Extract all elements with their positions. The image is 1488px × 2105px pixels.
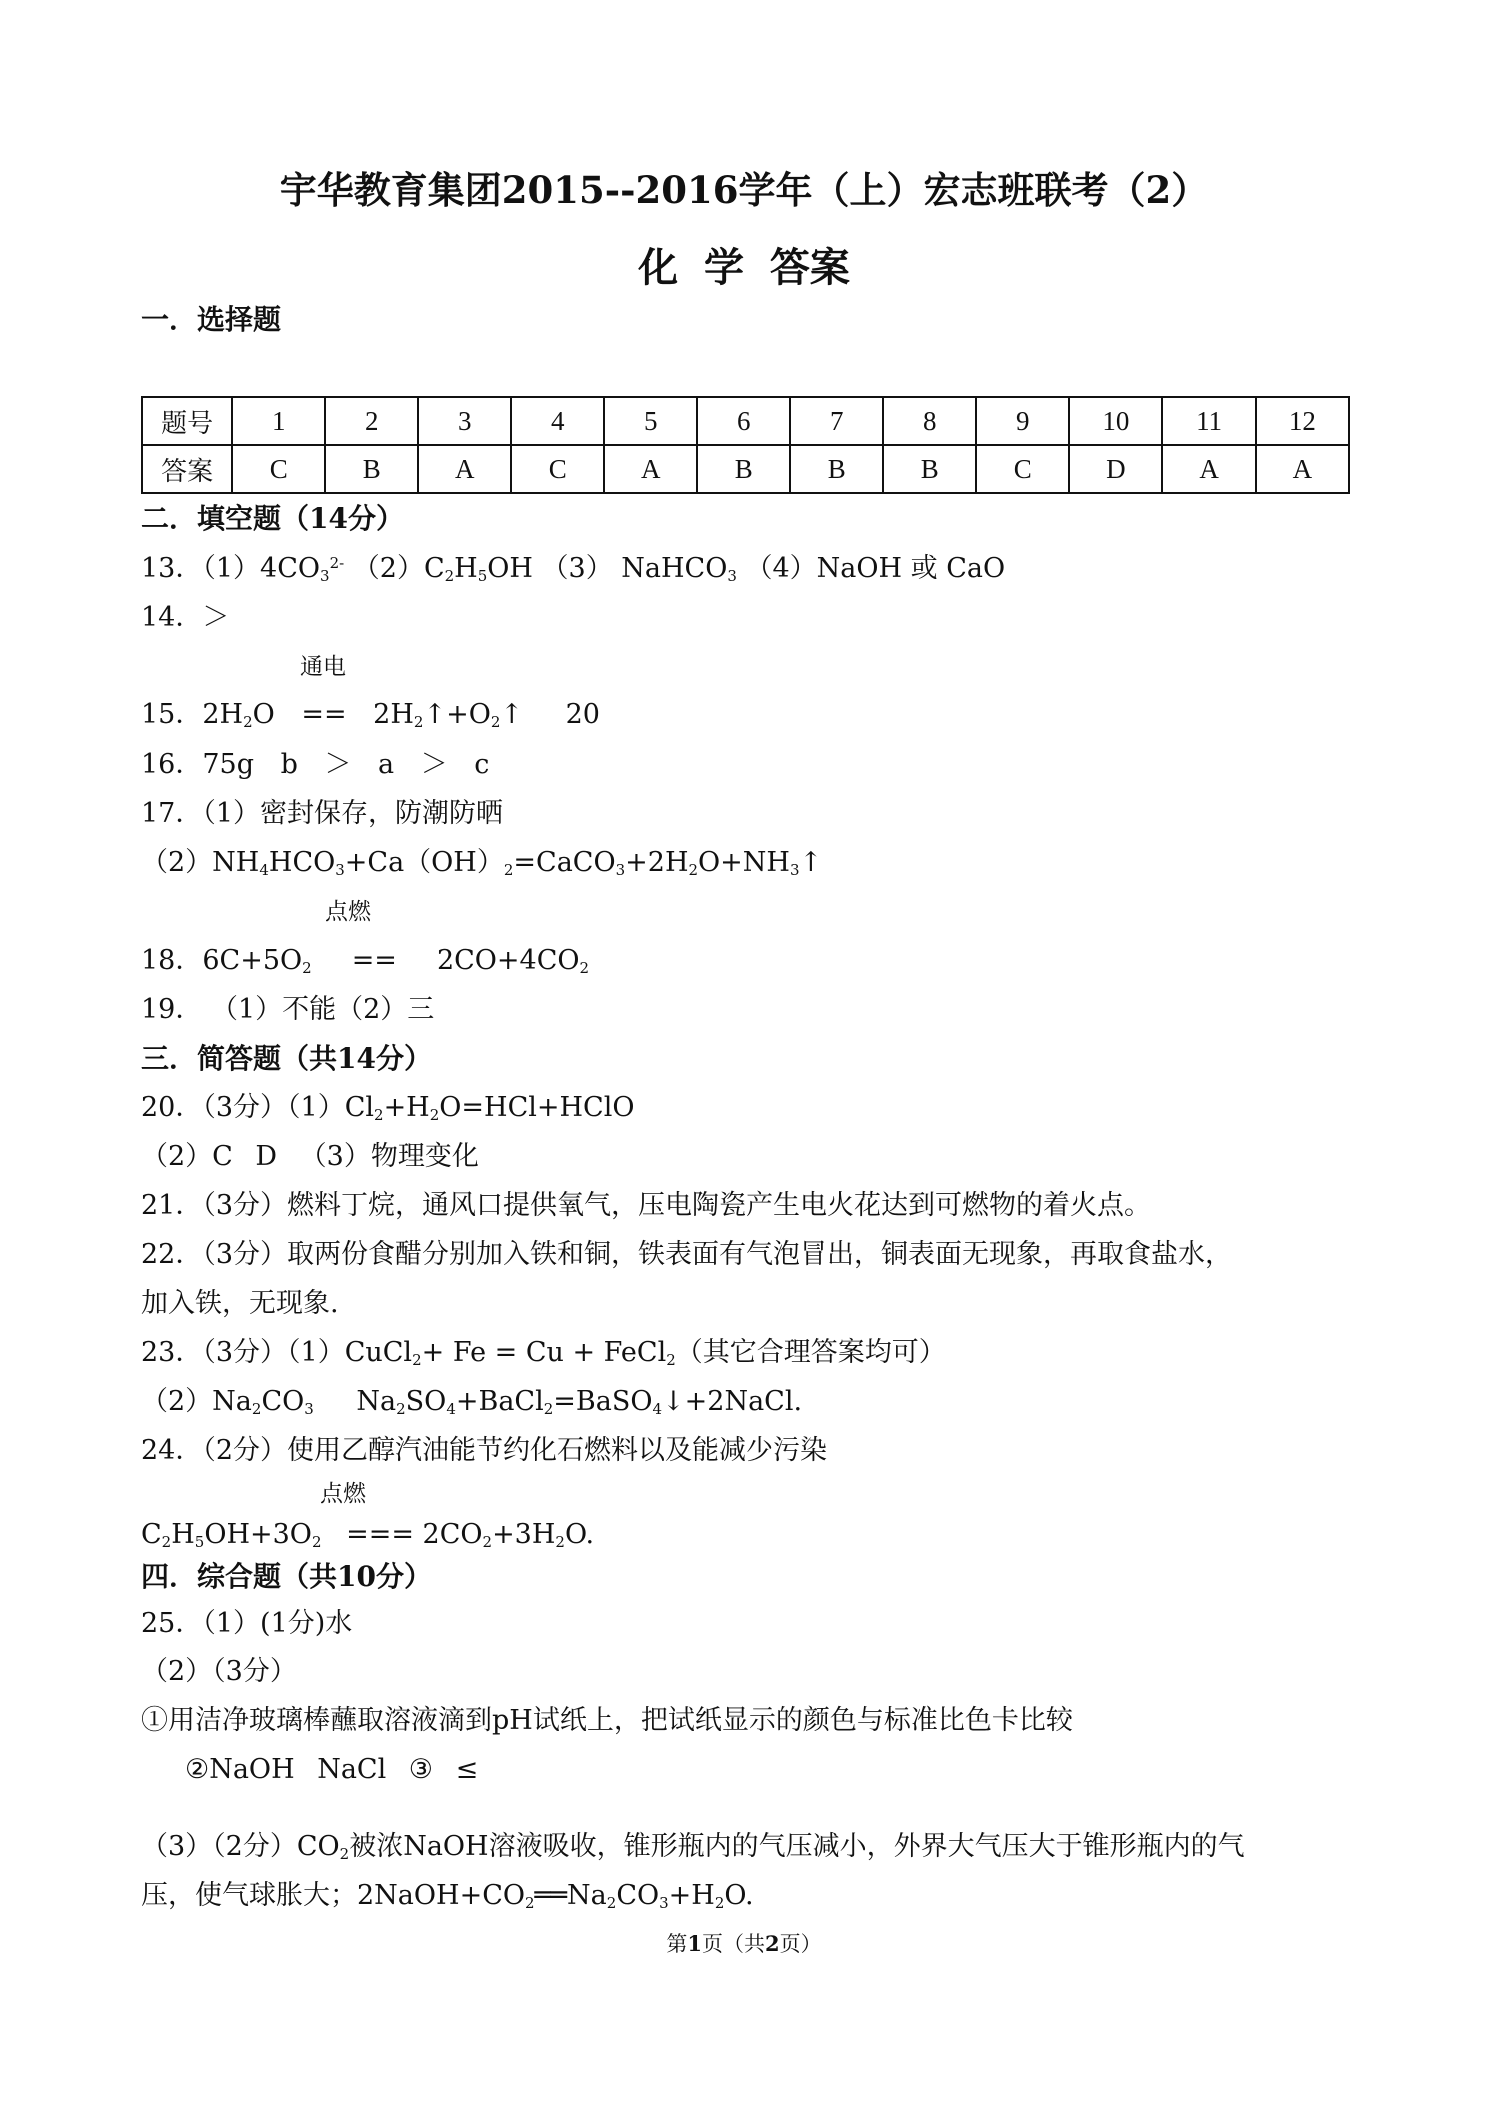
answer-13: 13．$(1)4CO_3^{2-}$ $(2)C_2H_5OH$ （3） NaHCO$_3$ （4）NaOH 或 CaO xyxy=(141,553,1006,585)
answer-table xyxy=(141,396,1350,494)
table-cell: 5 xyxy=(604,397,697,445)
table-cell: 3 xyxy=(418,397,511,445)
answer-18: 18．$6C+5O_2 == 2CO+4CO_2$ xyxy=(141,945,590,977)
answer-20-1: 20．（3分）$(1)Cl_2+H_2O=HCl+HClO$ xyxy=(141,1092,635,1124)
answer-25-6: 压，使气球胀大；$2NaOH+CO_2══Na_2CO_3+H_2O$. xyxy=(141,1880,754,1912)
table-cell: 题号 xyxy=(142,397,232,445)
table-cell: 8 xyxy=(883,397,976,445)
answer-21: 21．（3分）燃料丁烷，通风口提供氧气，压电陶瓷产生电火花达到可燃物的着火点。 xyxy=(141,1190,1152,1221)
answer-23-1: 23．（3分）（1）CuCl$_2$+ Fe = Cu + FeCl$_2$（其它合理答案均可） xyxy=(141,1337,946,1369)
table-cell: C xyxy=(976,445,1069,493)
table-cell: B xyxy=(325,445,418,493)
section-heading-comprehensive: 四．综合题（共10分） xyxy=(141,1560,432,1593)
table-cell: 6 xyxy=(697,397,790,445)
page-title: 宇华教育集团2015--2016学年（上）宏志班联考（2） xyxy=(279,168,1209,212)
table-cell: D xyxy=(1069,445,1162,493)
table-cell: A xyxy=(418,445,511,493)
table-row xyxy=(142,397,1349,445)
table-row xyxy=(142,445,1349,493)
table-cell: 1 xyxy=(232,397,325,445)
table-cell: 9 xyxy=(976,397,1069,445)
table-cell: 10 xyxy=(1069,397,1162,445)
table-cell: 7 xyxy=(790,397,883,445)
answer-15: 15．$2H_2O$ == $2H_2↑+O_2↑$ 20 xyxy=(141,699,600,731)
section-heading-short: 三．简答题（共14分） xyxy=(141,1042,432,1075)
section-heading-fill: 二．填空题（14分） xyxy=(141,502,404,535)
answer-20-2: （2）C D （3）物理变化 xyxy=(141,1141,479,1172)
table-cell: 2 xyxy=(325,397,418,445)
table-cell: B xyxy=(883,445,976,493)
answer-25-3: ①用洁净玻璃棒蘸取溶液滴到pH试纸上，把试纸显示的颜色与标准比色卡比较 xyxy=(141,1705,1073,1736)
answer-23-2: $(2)Na_2CO_3$ $Na_2SO_4+BaCl_2=BaSO_4↓+2NaCl$. xyxy=(141,1386,803,1418)
table-cell: 4 xyxy=(511,397,604,445)
answer-25-1: 25．（1）(1分)水 xyxy=(141,1608,353,1639)
reaction-condition: 通电 xyxy=(300,654,346,680)
table-cell: A xyxy=(1256,445,1349,493)
answer-19: 19． （1）不能（2）三 xyxy=(141,994,435,1025)
answer-22-2: 加入铁，无现象. xyxy=(141,1288,339,1319)
answer-24-2: $C_2H_5OH+3O_2$ === $2CO_2+3H_2O$. xyxy=(141,1519,595,1551)
page-footer: 第1页（共2页） xyxy=(666,1931,822,1956)
answer-25-5: （3）（2分）$CO_2$被浓NaOH溶液吸收，锥形瓶内的气压减小，外界大气压大于锥形瓶内的气 xyxy=(141,1831,1245,1863)
table-cell: 12 xyxy=(1256,397,1349,445)
table-cell: B xyxy=(697,445,790,493)
table-cell: 11 xyxy=(1162,397,1255,445)
reaction-condition: 点燃 xyxy=(320,1481,366,1507)
answer-22-1: 22．（3分）取两份食醋分别加入铁和铜，铁表面有气泡冒出，铜表面无现象，再取食盐水， xyxy=(141,1239,1233,1270)
answer-25-4: ②NaOH NaCl ③ ≤ xyxy=(185,1754,479,1785)
table-cell: A xyxy=(1162,445,1255,493)
page-subtitle: 化 学 答案 xyxy=(638,244,850,291)
section-heading-choice: 一．选择题 xyxy=(141,303,282,336)
answer-14: 14．＞ xyxy=(141,602,230,633)
answer-25-2: （2）（3分） xyxy=(141,1656,297,1687)
answer-24-1: 24．（2分）使用乙醇汽油能节约化石燃料以及能减少污染 xyxy=(141,1435,828,1466)
answer-17-1: 17．（1）密封保存，防潮防晒 xyxy=(141,798,504,829)
table-cell: B xyxy=(790,445,883,493)
reaction-condition: 点燃 xyxy=(325,899,371,925)
answer-17-2: $(2)NH_4HCO_3+Ca(OH)_2=CaCO_3+2H_2O+NH_3↑$ xyxy=(141,847,823,879)
table-cell: 答案 xyxy=(142,445,232,493)
table-cell: C xyxy=(232,445,325,493)
table-cell: A xyxy=(604,445,697,493)
table-cell: C xyxy=(511,445,604,493)
answer-16: 16．75g b ＞ a ＞ c xyxy=(141,749,490,780)
